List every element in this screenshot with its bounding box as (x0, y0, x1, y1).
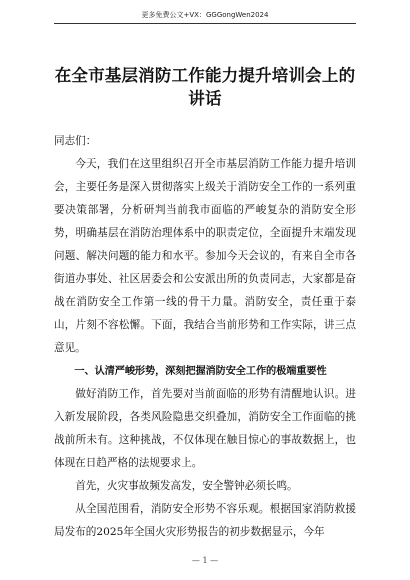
salutation: 同志们： (54, 135, 97, 147)
section1-paragraph-1: 做好消防工作，首先要对当前面临的形势有清醒地认识。进入新发展阶段，各类风险隐患交织叠加，消防安全工作面临的挑战前所未有。这种挑战，不仅体现在触目惊心的事故数据上，也体现在日趋严格的法规要求上。 (54, 388, 356, 469)
page-number: — 1 — (191, 556, 219, 565)
section1-paragraph-3: 从全国范围看，消防安全形势不容乐观。根据国家消防救援局发布的2025年全国火灾形势报告的初步数据显示，今年 (54, 503, 356, 538)
document-title: 在全市基层消防工作能力提升培训会上的讲话 (54, 66, 356, 108)
section1-paragraph-2: 首先，火灾事故频发高发，安全警钟必须长鸣。 (75, 480, 298, 492)
page-header: 更多免费公文+VX：GGGongWen2024 (141, 11, 269, 19)
document-body (54, 130, 356, 544)
intro-paragraph: 今天，我们在这里组织召开全市基层消防工作能力提升培训会，主要任务是深入贯彻落实上级关于消防安全工作的一系列重要决策部署，分析研判当前我市面临的严峻复杂的消防安全形势，明确基层在消防治理体系中的职责定位，全面提升末端发现问题、解决问题的能力和水平。参加今天会议的，有来自全市各街道办事处、社区居委会和公安派出所的负责同志，大家都是奋战在消防安全工作第一线的骨干力量。消防安全，责任重于泰山，片刻不容松懈。下面，我结合当前形势和工作实际，讲三点意见。 (54, 158, 356, 354)
header-divider (54, 23, 356, 24)
section-heading-1: 一、认清严峻形势，深刻把握消防安全工作的极端重要性 (74, 366, 327, 377)
